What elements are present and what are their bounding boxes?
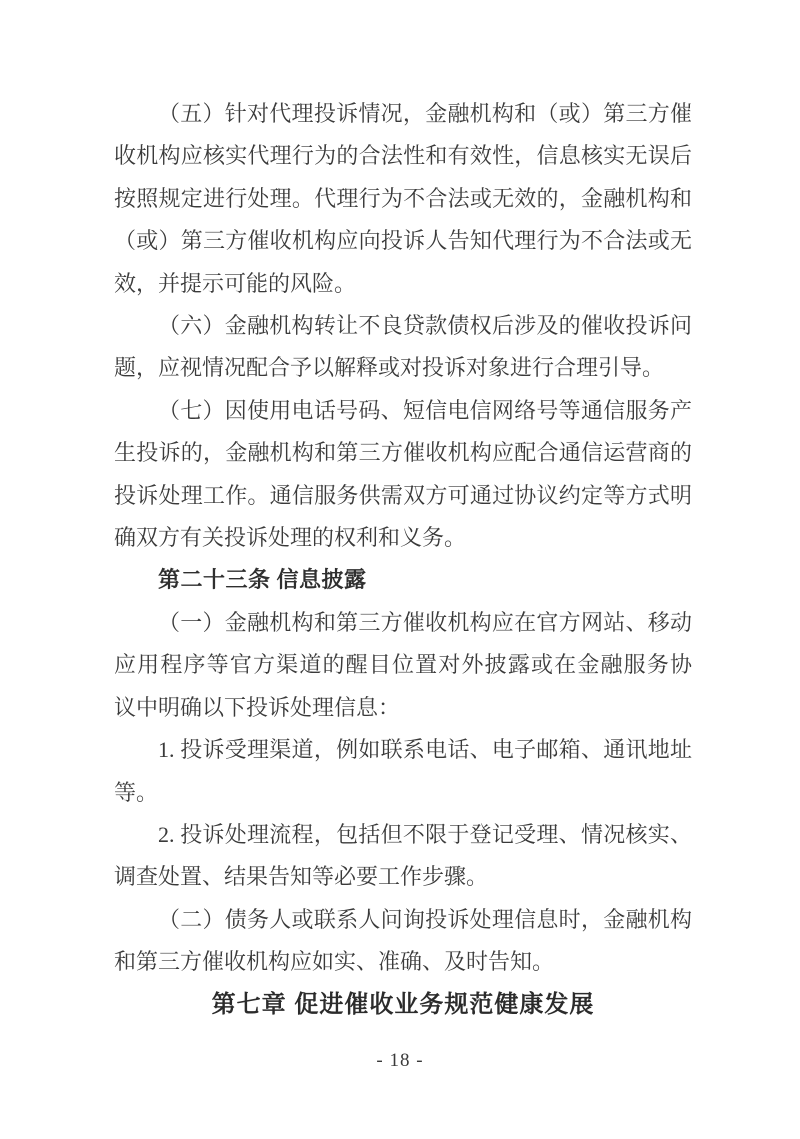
page-number: - 18 - — [376, 1050, 424, 1071]
text-line: 收机构应核实代理行为的合法性和有效性，信息核实无误后 — [114, 143, 692, 169]
text-line: 确双方有关投诉处理的权利和义务。 — [114, 525, 467, 551]
text-line: 1. 投诉受理渠道，例如联系电话、电子邮箱、通讯地址 — [158, 737, 692, 763]
body — [114, 390, 692, 560]
body — [114, 93, 692, 305]
article-heading — [114, 559, 692, 601]
body — [114, 899, 692, 984]
text-line: 议中明确以下投诉处理信息： — [114, 694, 401, 720]
text-line: 投诉处理工作。通信服务供需双方可通过协议约定等方式明 — [114, 482, 692, 508]
text-line: 生投诉的，金融机构和第三方催收机构应配合通信运营商的 — [114, 440, 692, 466]
text-line: 效，并提示可能的风险。 — [114, 270, 357, 296]
document-content — [114, 93, 692, 1026]
body — [114, 602, 692, 729]
text-line: （一）金融机构和第三方催收机构应在官方网站、移动 — [158, 609, 692, 635]
text-line: （六）金融机构转让不良贷款债权后涉及的催收投诉问 — [158, 313, 692, 339]
body — [114, 814, 692, 899]
text-line: （或）第三方催收机构应向投诉人告知代理行为不合法或无 — [114, 228, 692, 254]
text-line: 调查处置、结果告知等必要工作步骤。 — [114, 864, 489, 890]
chapter-heading — [114, 984, 692, 1026]
text-line: 等。 — [114, 779, 159, 805]
text-line: 应用程序等官方渠道的醒目位置对外披露或在金融服务协 — [114, 652, 692, 678]
text-line: 第七章 促进催收业务规范健康发展 — [211, 990, 595, 1018]
body — [114, 729, 692, 814]
text-line: （七）因使用电话号码、短信电信网络号等通信服务产 — [158, 397, 692, 423]
body — [114, 305, 692, 390]
text-line: 题，应视情况配合予以解释或对投诉对象进行合理引导。 — [114, 355, 665, 381]
text-line: 按照规定进行处理。代理行为不合法或无效的，金融机构和 — [114, 185, 692, 211]
text-line: （五）针对代理投诉情况，金融机构和（或）第三方催 — [158, 101, 692, 126]
text-line: （二）债务人或联系人问询投诉处理信息时，金融机构 — [158, 906, 692, 932]
text-line: 2. 投诉处理流程，包括但不限于登记受理、情况核实、 — [158, 821, 692, 847]
text-line: 第二十三条 信息披露 — [158, 567, 367, 593]
text-line: 和第三方催收机构应如实、准确、及时告知。 — [114, 949, 555, 975]
